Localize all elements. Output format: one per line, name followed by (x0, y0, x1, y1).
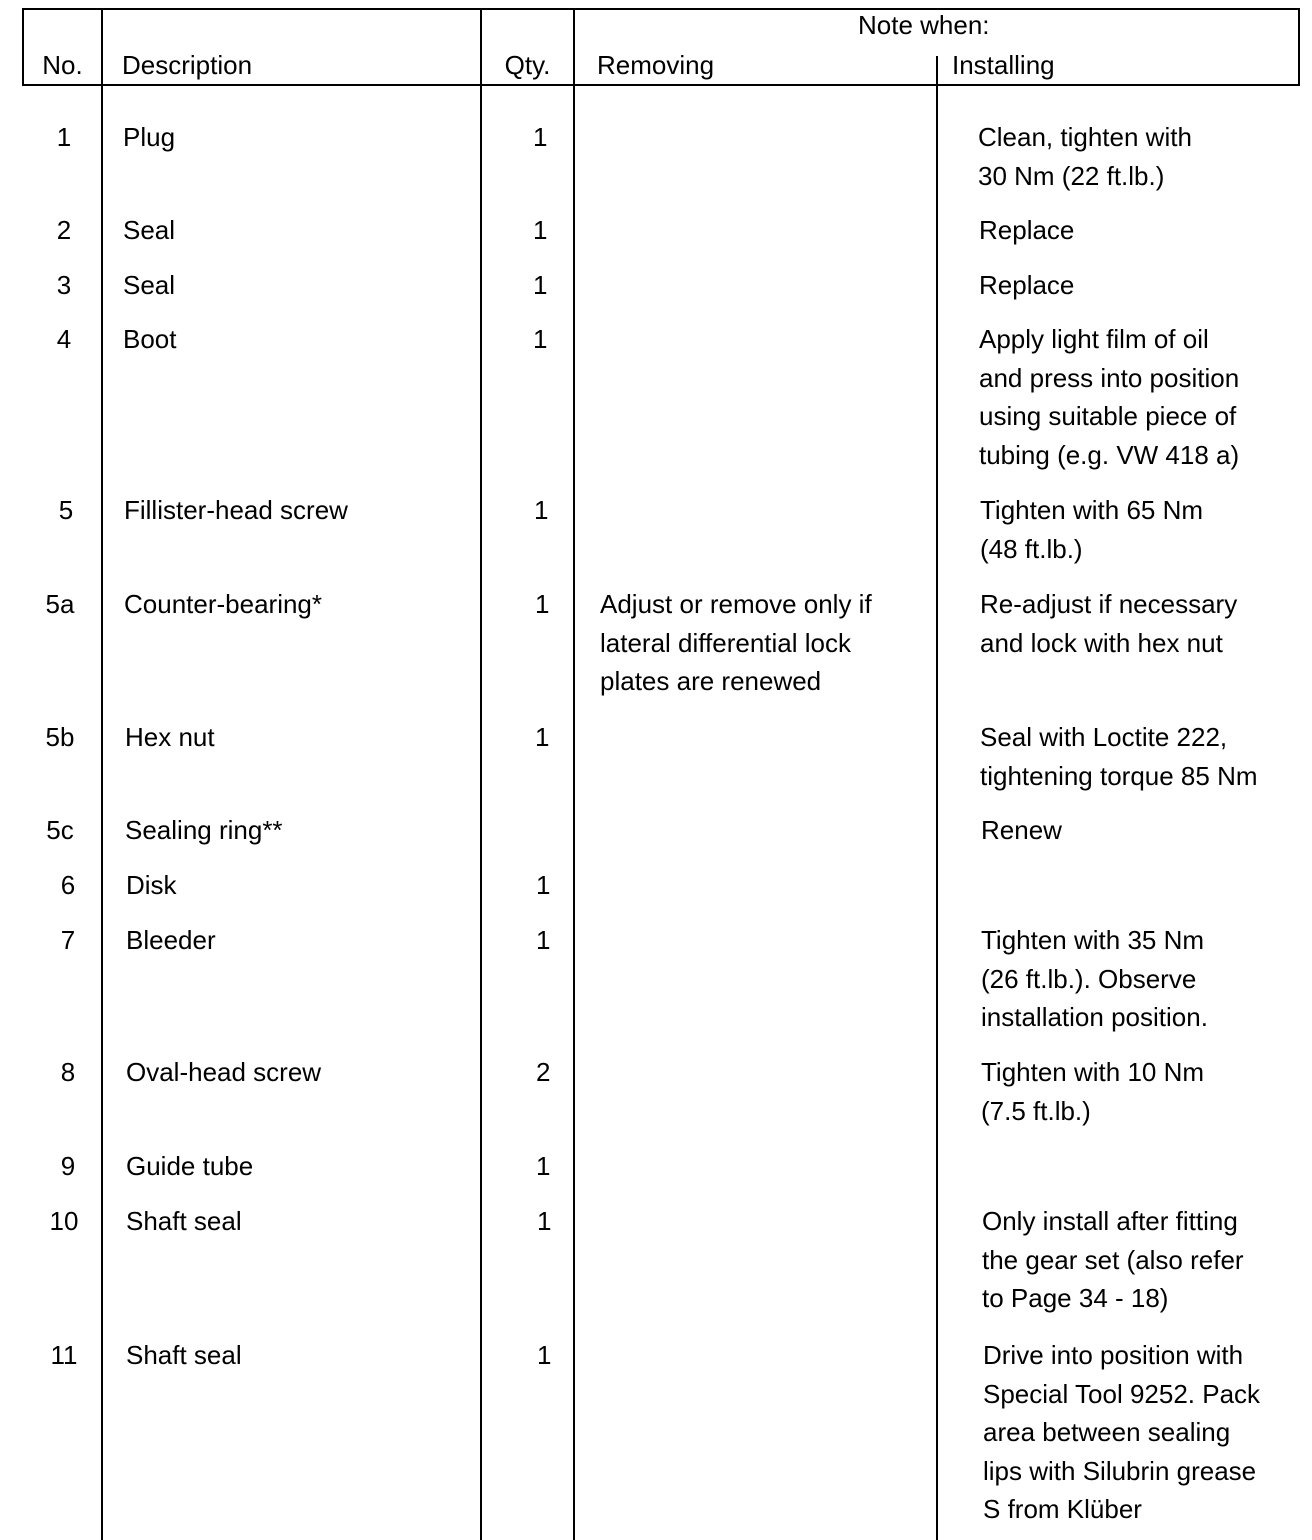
row-description: Boot (123, 324, 177, 354)
row-installing: Tighten with 10 Nm (7.5 ft.lb.) (981, 1057, 1205, 1126)
row-installing: Seal with Loctite 222, tightening torque 85 Nm (980, 722, 1258, 791)
row-no: 11 (50, 1340, 78, 1370)
row-no: 10 (49, 1206, 79, 1236)
row-installing: Clean, tighten with 30 Nm (22 ft.lb.) (978, 122, 1192, 191)
row-installing: Replace (979, 215, 1075, 245)
row-no: 8 (60, 1057, 76, 1087)
row-no: 5b (45, 722, 75, 752)
table-right-border (1298, 8, 1300, 86)
header-bottom-border (22, 84, 1300, 86)
row-no: 1 (56, 122, 72, 152)
row-description: Shaft seal (126, 1340, 242, 1370)
row-description: Fillister-head screw (124, 495, 348, 525)
row-qty: 1 (534, 495, 549, 525)
row-no: 5a (45, 589, 75, 619)
row-description: Disk (126, 870, 177, 900)
header-no: No. (42, 50, 83, 80)
row-installing: Tighten with 65 Nm (48 ft.lb.) (980, 495, 1204, 564)
row-installing: Re-adjust if necessary and lock with hex nut (980, 589, 1238, 658)
row-qty: 1 (533, 215, 548, 245)
header-removing: Removing (597, 50, 715, 80)
row-description: Seal (123, 215, 176, 245)
row-description: Sealing ring** (125, 815, 283, 845)
row-installing: Replace (979, 270, 1075, 300)
col-divider-qty (573, 8, 575, 1540)
header-note-when: Note when: (858, 10, 990, 40)
row-qty: 1 (533, 270, 548, 300)
row-no: 4 (56, 324, 72, 354)
row-installing: Only install after fitting the gear set (also refer to Page 34 - 18) (982, 1206, 1244, 1313)
col-divider-description (480, 8, 482, 1540)
row-removing: Adjust or remove only if lateral differential lock plates are renewed (600, 589, 872, 696)
row-installing: Renew (981, 815, 1062, 845)
row-qty: 1 (537, 1206, 552, 1236)
header-installing: Installing (952, 50, 1055, 80)
row-description: Seal (123, 270, 176, 300)
row-no: 5 (58, 495, 74, 525)
row-qty: 1 (535, 722, 550, 752)
row-no: 6 (60, 870, 76, 900)
row-no: 7 (60, 925, 76, 955)
row-description: Guide tube (126, 1151, 254, 1181)
row-installing: Apply light film of oil and press into position using suitable piece of tubing (e.g. VW 418 a) (979, 324, 1240, 470)
header-description: Description (122, 50, 253, 80)
row-qty: 1 (536, 1151, 551, 1181)
row-qty: 1 (533, 324, 548, 354)
row-description: Shaft seal (126, 1206, 242, 1236)
col-divider-removing (936, 56, 938, 1540)
row-no: 5c (46, 815, 74, 845)
row-no: 9 (60, 1151, 76, 1181)
row-installing: Drive into position with Special Tool 9252. Pack area between sealing lips with Silubrin grease S from Klüber (983, 1340, 1261, 1524)
row-description: Bleeder (126, 925, 216, 955)
row-qty: 1 (533, 122, 548, 152)
row-qty: 2 (536, 1057, 551, 1087)
row-qty: 1 (535, 589, 550, 619)
row-description: Plug (123, 122, 176, 152)
header-qty: Qty. (504, 50, 551, 80)
row-qty: 1 (536, 925, 551, 955)
row-qty: 1 (536, 870, 551, 900)
row-qty: 1 (537, 1340, 552, 1370)
row-installing: Tighten with 35 Nm (26 ft.lb.). Observe installation position. (981, 925, 1208, 1032)
row-no: 2 (56, 215, 72, 245)
row-description: Hex nut (125, 722, 215, 752)
row-description: Counter-bearing* (124, 589, 323, 619)
table-top-border (22, 8, 1300, 10)
row-no: 3 (56, 270, 72, 300)
row-description: Oval-head screw (126, 1057, 322, 1087)
